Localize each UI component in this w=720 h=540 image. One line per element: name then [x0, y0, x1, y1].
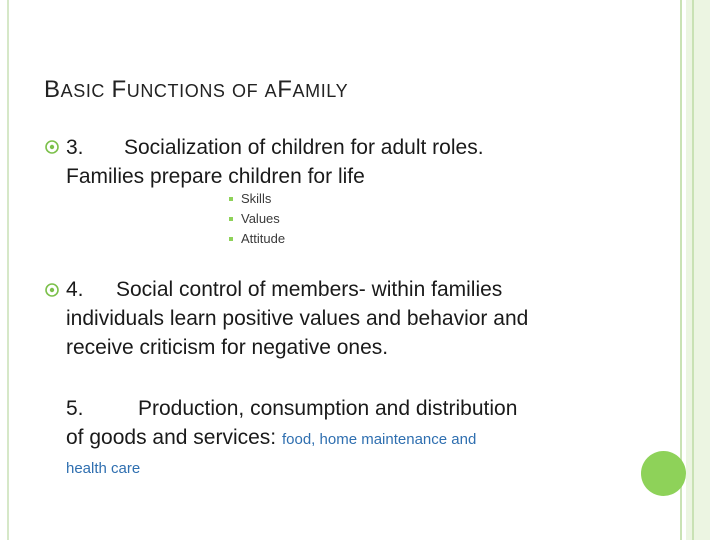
sub-list-item — [229, 191, 271, 206]
item-text: of goods and services — [66, 426, 271, 449]
list-item-socialization — [66, 133, 484, 191]
item-number: 5. — [66, 397, 84, 420]
right-decorative-bar — [686, 0, 710, 540]
square-bullet-icon — [229, 237, 233, 241]
item-detail-text: health care — [66, 460, 141, 477]
item-text: Production, consumption and distribution — [138, 397, 518, 420]
title-initial: B — [44, 76, 61, 103]
item-text: Socialization of children for adult roles. — [124, 136, 484, 159]
item-text: Social control of members- within families — [116, 278, 503, 301]
item-text: receive criticism for negative ones. — [66, 336, 389, 359]
title-word: A — [264, 81, 278, 101]
title-word: UNCTIONS — [126, 81, 226, 101]
decorative-green-circle — [641, 451, 686, 496]
title-word: OF — [231, 81, 259, 101]
sub-item-text: Attitude — [241, 231, 286, 246]
list-item-production — [66, 394, 517, 483]
list-item-social-control — [66, 275, 528, 362]
sun-bullet-icon — [44, 139, 60, 155]
item-number: 3. — [66, 136, 84, 159]
left-border-line — [7, 0, 9, 540]
item-detail-text: food, home maintenance and — [281, 431, 477, 448]
square-bullet-icon — [229, 197, 233, 201]
square-bullet-icon — [229, 217, 233, 221]
sun-bullet-icon — [44, 282, 60, 298]
sub-item-text: Values — [241, 211, 280, 226]
sub-list-item — [229, 231, 285, 246]
title-word: ASIC — [60, 81, 106, 101]
item-text: Families prepare children for life — [66, 165, 365, 188]
right-border-line — [692, 0, 694, 540]
item-text: individuals learn positive values and behavior and — [66, 307, 529, 330]
item-number: 4. — [66, 278, 84, 301]
title-word: AMILY — [292, 81, 349, 101]
item-text: : — [270, 426, 277, 449]
title-initial: F — [277, 76, 293, 103]
slide-title — [44, 76, 348, 104]
sub-item-text: Skills — [241, 191, 272, 206]
sub-list-item — [229, 211, 280, 226]
title-initial: F — [111, 76, 127, 103]
